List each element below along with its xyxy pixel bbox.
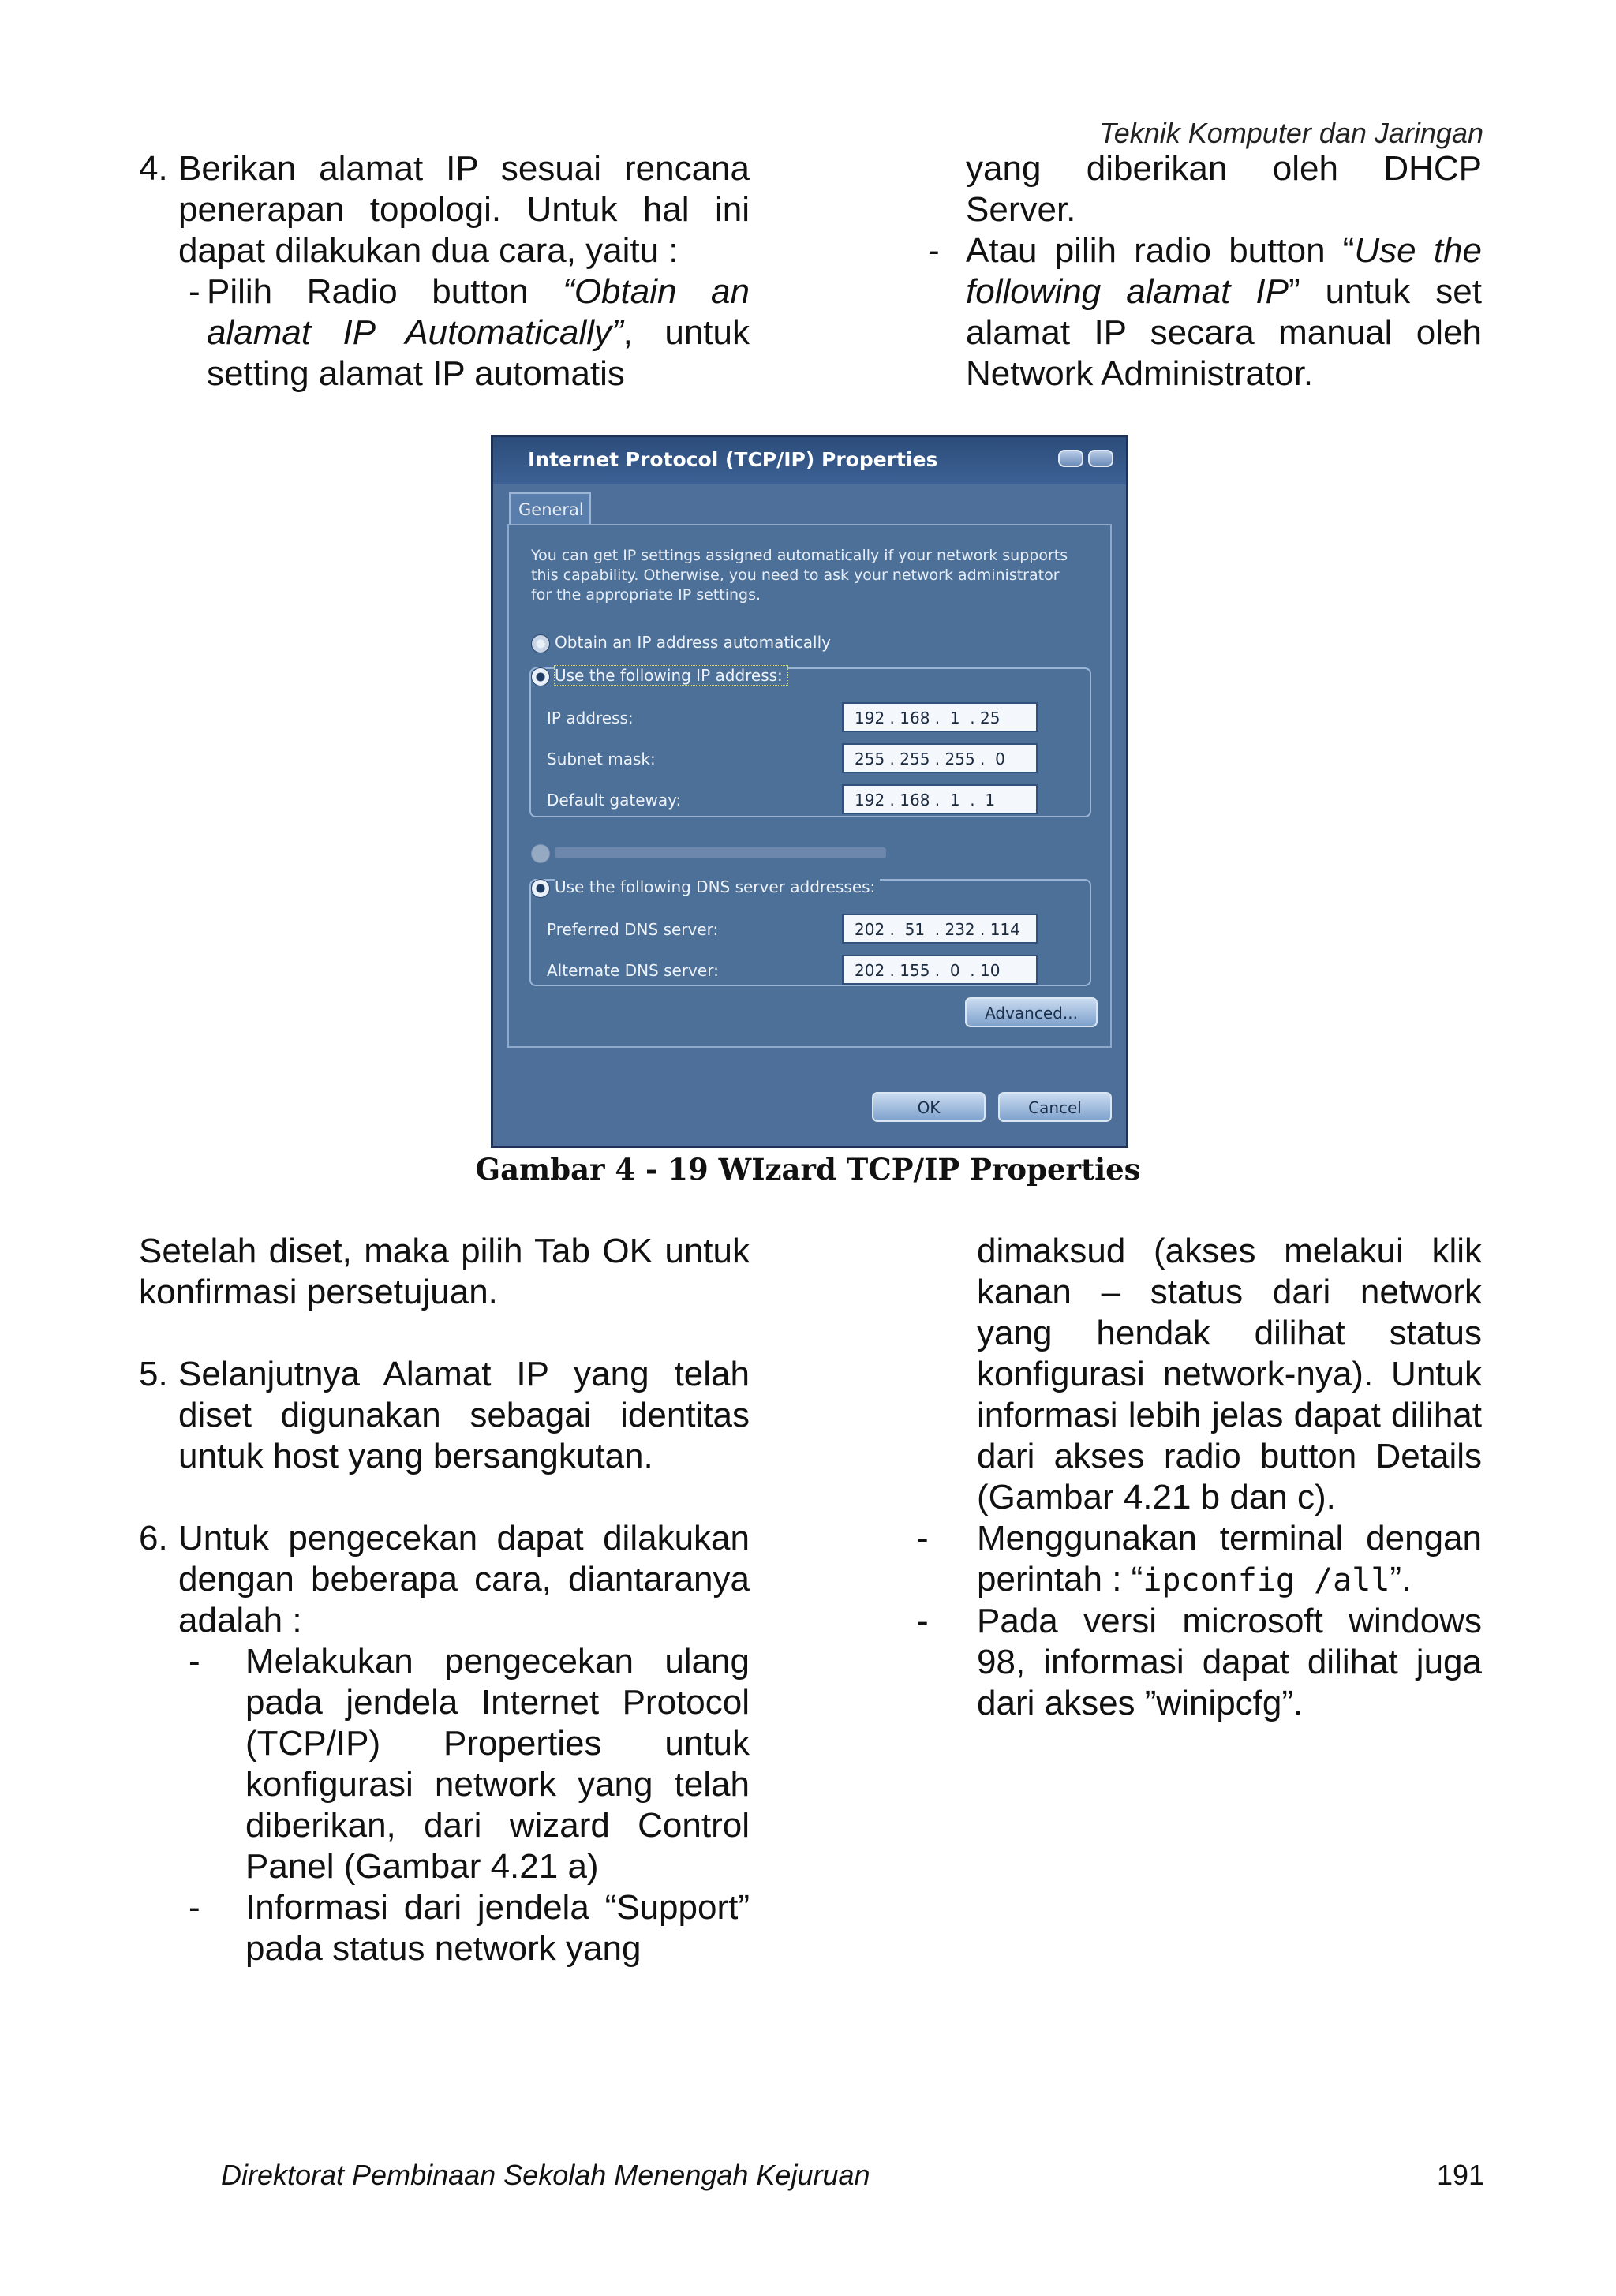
cancel-button[interactable]: Cancel: [998, 1092, 1112, 1122]
radio-obtain-dns[interactable]: [531, 844, 550, 863]
top-right-column: [928, 148, 1482, 395]
item-text: Berikan alamat IP sesuai rencana penerapan topologi. Untuk hal ini dapat dilakukan dua cara, yaitu :: [178, 149, 750, 270]
bullet-emphasis: Use the following alamat IP: [966, 231, 1482, 311]
help-button[interactable]: [1058, 450, 1083, 467]
item-number: 5.: [139, 1355, 168, 1393]
advanced-button[interactable]: Advanced...: [965, 997, 1098, 1027]
paragraph-confirm: Setelah diset, maka pilih Tab OK untuk konfirmasi persetujuan.: [139, 1232, 750, 1311]
bullet-dash: -: [189, 272, 200, 311]
dialog-title: Internet Protocol (TCP/IP) Properties: [528, 448, 938, 471]
bullet-dash: -: [917, 1602, 929, 1640]
continued-paragraph: dimaksud (akses melakui klik kanan – status dari network yang hendak dilihat status konfigurasi network-nya). Untuk informasi lebih jelas dapat dilihat dari akses radio button Details (Gambar 4.21 b dan c).: [977, 1232, 1482, 1516]
default-gateway-input[interactable]: 192 . 168 . 1 . 1: [842, 784, 1038, 814]
bullet-dash: -: [189, 1642, 200, 1681]
preferred-dns-label: Preferred DNS server:: [547, 920, 719, 939]
radio-use-dns-label: Use the following DNS server addresses:: [555, 877, 880, 896]
bullet-dash: -: [928, 231, 940, 270]
bullet-support: [139, 1887, 750, 1969]
bullet-text: Informasi dari jendela “Support” pada status network yang: [245, 1888, 750, 1968]
title-bar: [493, 437, 1126, 484]
bullet-text: Melakukan pengecekan ulang pada jendela Internet Protocol (TCP/IP) Properties untuk konfigurasi network yang telah diberikan, dari wizard Control Panel (Gambar 4.21 a): [245, 1642, 750, 1886]
command-text: ipconfig /all: [1143, 1562, 1390, 1599]
radio-use-dns[interactable]: [531, 879, 550, 898]
bottom-right-column: [917, 1231, 1482, 1724]
alternate-dns-input[interactable]: 202 . 155 . 0 . 10: [842, 955, 1038, 985]
subnet-mask-label: Subnet mask:: [547, 750, 656, 768]
bullet-recheck: [139, 1641, 750, 1887]
list-item-5: [139, 1354, 750, 1477]
top-left-column: [139, 148, 750, 395]
ip-address-label: IP address:: [547, 709, 634, 727]
continued-paragraph: yang diberikan oleh DHCP Server.: [966, 149, 1482, 229]
radio-obtain-dns-label-disabled: [555, 847, 886, 858]
list-item-4: [139, 148, 750, 271]
bullet-text-end: ”.: [1390, 1560, 1412, 1599]
ip-address-input[interactable]: 192 . 168 . 1 . 25: [842, 702, 1038, 732]
radio-obtain-ip[interactable]: [531, 634, 550, 653]
bullet-obtain-automatic: [139, 271, 750, 395]
radio-use-ip[interactable]: [531, 667, 550, 686]
bottom-left-column: [139, 1231, 750, 1969]
continued-text: [917, 1231, 1482, 1518]
bullet-text-end: , untuk setting alamat IP automatis: [207, 313, 750, 393]
bullet-text: Pilih Radio button: [207, 272, 563, 311]
running-header: Teknik Komputer dan Jaringan: [1099, 117, 1483, 149]
list-item-6: [139, 1518, 750, 1641]
bullet-dash: -: [189, 1888, 200, 1927]
intro-text: You can get IP settings assigned automatically if your network supports this capability. Otherwise, you need to ask your network administrator for the appropriate IP settings.: [531, 547, 1068, 604]
tcpip-properties-dialog: [491, 435, 1128, 1148]
item-text: Untuk pengecekan dapat dilakukan dengan beberapa cara, diantaranya adalah :: [178, 1519, 750, 1640]
subnet-mask-input[interactable]: 255 . 255 . 255 . 0: [842, 743, 1038, 773]
preferred-dns-input[interactable]: 202 . 51 . 232 . 114: [842, 914, 1038, 944]
continued-text: [928, 148, 1482, 230]
figure-caption: Gambar 4 - 19 WIzard TCP/IP Properties: [475, 1152, 1141, 1187]
bullet-text: Atau pilih radio button “: [966, 231, 1355, 270]
close-button[interactable]: [1088, 450, 1113, 467]
bullet-text-end: ” untuk set alamat IP secara manual oleh Network Administrator.: [966, 272, 1483, 393]
item-text: Selanjutnya Alamat IP yang telah diset digunakan sebagai identitas untuk host yang bersangkutan.: [178, 1355, 750, 1475]
tab-general[interactable]: General: [509, 492, 591, 525]
item-number: 4.: [139, 149, 168, 188]
item-number: 6.: [139, 1519, 168, 1557]
bullet-emphasis: “Obtain an alamat IP Automatically”: [207, 272, 750, 352]
radio-obtain-ip-label: Obtain an IP address automatically: [555, 633, 832, 652]
bullet-dash: -: [917, 1519, 929, 1557]
default-gateway-label: Default gateway:: [547, 791, 682, 810]
alternate-dns-label: Alternate DNS server:: [547, 961, 719, 980]
bullet-text: Pada versi microsoft windows 98, informasi dapat dilihat juga dari akses ”winipcfg”.: [977, 1602, 1482, 1722]
page-number: 191: [1437, 2159, 1485, 2191]
footer-publisher: Direktorat Pembinaan Sekolah Menengah Kejuruan: [221, 2159, 870, 2191]
bullet-winipcfg: [917, 1601, 1482, 1724]
bullet-use-following: [928, 230, 1482, 395]
general-panel: [507, 524, 1112, 1048]
bullet-text: Menggunakan terminal dengan perintah : “: [977, 1519, 1482, 1599]
ok-button[interactable]: OK: [872, 1092, 986, 1122]
radio-use-ip-label: Use the following IP address:: [555, 666, 787, 685]
bullet-ipconfig: [917, 1518, 1482, 1601]
